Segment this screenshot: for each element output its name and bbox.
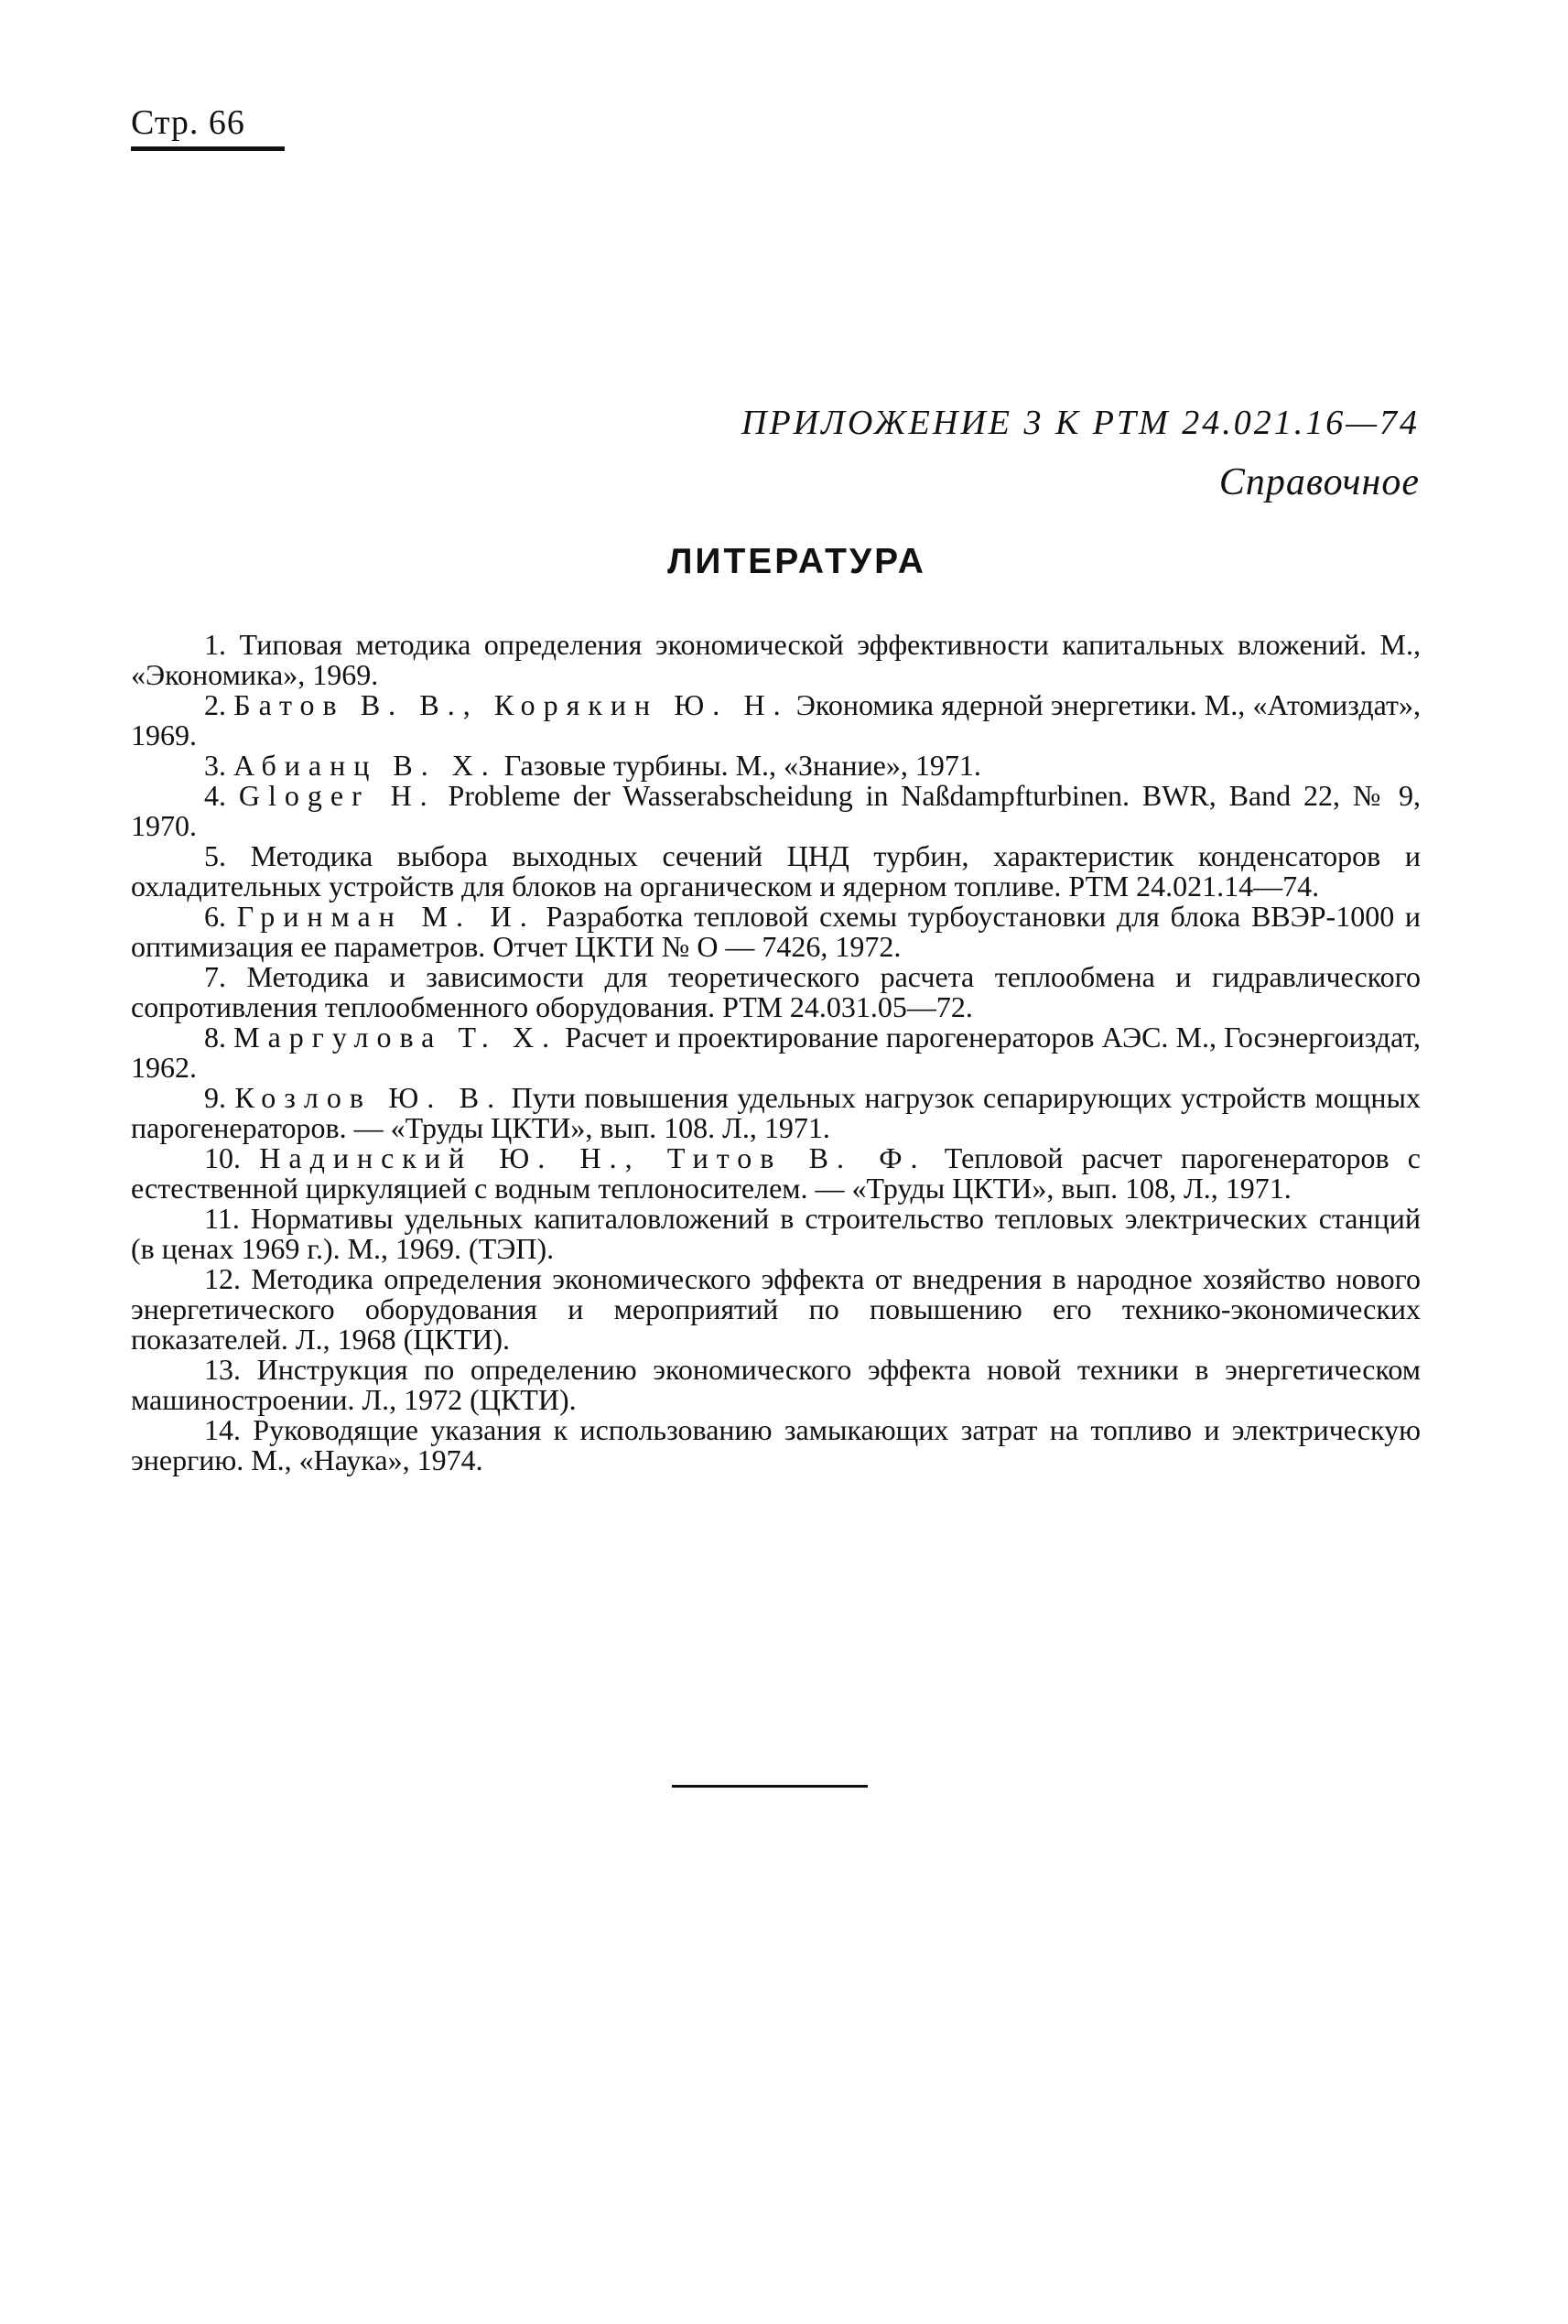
reference-item: [131, 1204, 1421, 1264]
reference-number: 2.: [204, 688, 226, 721]
reference-number: 13.: [204, 1353, 241, 1386]
reference-item: [131, 751, 1421, 781]
reference-number: 9.: [204, 1081, 226, 1114]
reference-author: Надинский Ю. Н., Титов В. Ф.: [259, 1141, 926, 1174]
reference-item: [131, 1355, 1421, 1415]
reference-number: 8.: [204, 1021, 226, 1054]
reference-text: Пути повышения удельных нагрузок сепарирующих устройств мощных парогенераторов. — «Труды ЦКТИ», вып. 108. Л., 1971.: [131, 1081, 1422, 1144]
reference-item: [131, 902, 1421, 962]
end-of-list-rule: [672, 1785, 868, 1788]
reference-text: Тепловой расчет парогенераторов с естественной циркуляцией с водным теплоносителем. — «Труды ЦКТИ», вып. 108, Л., 1971.: [131, 1141, 1422, 1205]
reference-text: Методика определения экономического эффекта от внедрения в народное хозяйство нового энергетического оборудования и мероприятий по повышению его технико-экономических показателей. Л., 1968 (ЦКТИ).: [131, 1262, 1422, 1356]
reference-number: 10.: [204, 1141, 241, 1174]
reference-author: Батов В. В., Корякин Ю. Н.: [233, 688, 789, 721]
reference-author: Козлов Ю. В.: [234, 1081, 503, 1114]
reference-item: [131, 630, 1421, 690]
reference-author: Gloger H.: [238, 779, 436, 812]
reference-author: Маргулова Т. Х.: [233, 1021, 558, 1054]
reference-item: [131, 781, 1421, 841]
reference-number: 11.: [204, 1202, 240, 1235]
reference-number: 5.: [204, 839, 226, 872]
reference-number: 6.: [204, 900, 226, 933]
page-number: Стр. 66: [131, 103, 245, 142]
reference-text: Методика и зависимости для теоретического расчета теплообмена и гидравлического сопротивления теплообменного оборудования. РТМ 24.031.05—72.: [131, 960, 1422, 1023]
reference-item: [131, 962, 1421, 1022]
reference-text: Разработка тепловой схемы турбоустановки для блока ВВЭР-1000 и оптимизация ее параметров. Отчет ЦКТИ № О — 7426, 1972.: [131, 900, 1422, 963]
reference-number: 1.: [204, 628, 226, 661]
page-number-underline: [131, 146, 285, 151]
reference-number: 3.: [204, 749, 226, 782]
reference-number: 12.: [204, 1262, 241, 1295]
reference-text: Экономика ядерной энергетики. М., «Атомиздат», 1969.: [131, 688, 1422, 751]
reference-text: Методика выбора выходных сечений ЦНД турбин, характеристик конденсаторов и охладительных устройств для блоков на органическом и ядерном топливе. РТМ 24.021.14—74.: [131, 839, 1422, 903]
reference-text: Газовые турбины. М., «Знание», 1971.: [503, 749, 981, 782]
reference-item: [131, 1022, 1421, 1083]
reference-item: [131, 690, 1421, 751]
reference-text: Probleme der Wasserabscheidung in Naßdampfturbinen. BWR, Band 22, № 9, 1970.: [131, 779, 1422, 842]
appendix-subtitle: Справочное: [1218, 461, 1420, 503]
reference-number: 14.: [204, 1413, 241, 1446]
reference-author: Гринман М. И.: [236, 900, 535, 933]
reference-text: Нормативы удельных капиталовложений в строительство тепловых электрических станций (в ценах 1969 г.). М., 1969. (ТЭП).: [131, 1202, 1421, 1265]
reference-text: Типовая методика определения экономической эффективности капитальных вложений. М., «Экономика», 1969.: [131, 628, 1421, 691]
reference-number: 4.: [204, 779, 226, 812]
reference-item: [131, 1264, 1421, 1355]
reference-text: Расчет и проектирование парогенераторов АЭС. М., Госэнергоиздат, 1962.: [131, 1021, 1422, 1084]
reference-item: [131, 1415, 1421, 1475]
reference-item: [131, 1083, 1421, 1143]
reference-list: [131, 630, 1421, 1475]
reference-number: 7.: [204, 960, 226, 993]
reference-item: [131, 841, 1421, 902]
section-heading: ЛИТЕРАТУРА: [667, 542, 926, 581]
reference-author: Абианц В. Х.: [233, 749, 497, 782]
reference-item: [131, 1143, 1421, 1204]
reference-text: Инструкция по определению экономического эффекта новой техники в энергетическом машиностроении. Л., 1972 (ЦКТИ).: [131, 1353, 1422, 1416]
appendix-title: ПРИЛОЖЕНИЕ 3 К РТМ 24.021.16—74: [741, 404, 1420, 442]
reference-text: Руководящие указания к использованию замыкающих затрат на топливо и электрическую энергию. М., «Наука», 1974.: [131, 1413, 1421, 1476]
